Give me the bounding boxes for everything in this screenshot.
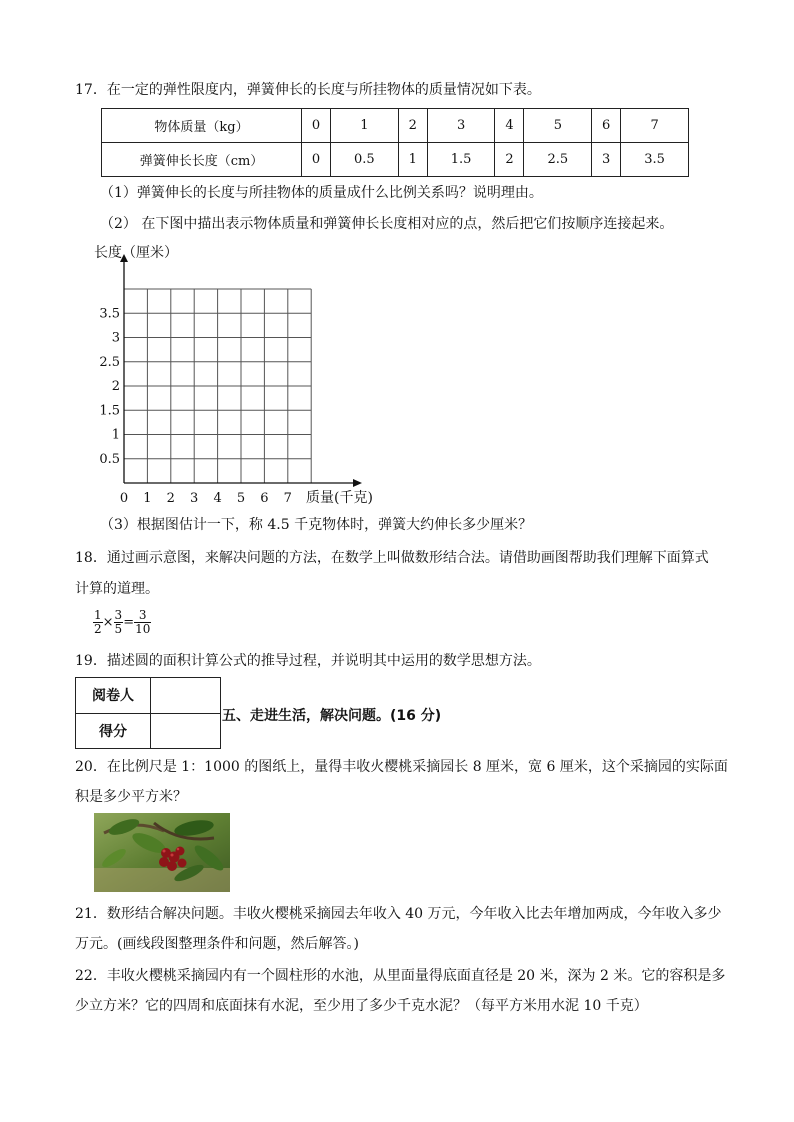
- y-tick-label: 0.5: [99, 451, 120, 467]
- q17-sub3: （3）根据图估计一下，称 4.5 千克物体时，弹簧大约伸长多少厘米？: [100, 517, 533, 533]
- q19-text: 19．描述圆的面积计算公式的推导过程，并说明其中运用的数学思想方法。: [75, 653, 541, 669]
- times-sign: ×: [102, 615, 114, 630]
- fraction: [114, 609, 124, 636]
- y-axis-label: 长度（厘米）: [94, 245, 178, 261]
- x-tick-label: 0: [119, 491, 129, 506]
- spring-grid-chart[interactable]: [80, 238, 410, 510]
- reviewer-label: 阅卷人: [76, 678, 151, 714]
- table-row: [102, 109, 689, 143]
- mass-length-table: [101, 108, 689, 177]
- table-cell: 6: [592, 109, 621, 143]
- table-row: [76, 678, 221, 714]
- y-tick-label: 2.5: [99, 354, 120, 370]
- table-cell: 0.5: [330, 143, 398, 177]
- table-row-label: 物体质量（kg）: [102, 109, 302, 143]
- table-cell: 1: [398, 143, 427, 177]
- y-tick-label: 2: [111, 379, 120, 394]
- denominator: 10: [135, 622, 151, 636]
- x-axis-arrow-icon: [353, 479, 362, 487]
- fraction-formula: [93, 609, 151, 636]
- table-cell: 3: [592, 143, 621, 177]
- q17-sub1: （1）弹簧伸长的长度与所挂物体的质量成什么比例关系吗？说明理由。: [100, 185, 543, 201]
- table-cell: 5: [524, 109, 592, 143]
- q17-stem: 17．在一定的弹性限度内，弹簧伸长的长度与所挂物体的质量情况如下表。: [75, 82, 541, 98]
- table-cell: 4: [495, 109, 524, 143]
- table-cell: 2.5: [524, 143, 592, 177]
- q18-line2: 计算的道理。: [75, 581, 159, 597]
- equals-sign: =: [123, 615, 135, 630]
- x-tick-label: 7: [283, 491, 292, 506]
- reviewer-blank[interactable]: [151, 678, 221, 714]
- table-cell: 2: [495, 143, 524, 177]
- q17-sub2: （2） 在下图中描出表示物体质量和弹簧伸长长度相对应的点，然后把它们按顺序连接起来。: [100, 216, 674, 232]
- table-row: [76, 713, 221, 749]
- table-cell: 7: [621, 109, 689, 143]
- q22-line2: 少立方米？它的四周和底面抹有水泥，至少用了多少千克水泥？（每平方米用水泥 10 千克）: [75, 998, 648, 1014]
- y-tick-label: 1.5: [99, 403, 120, 419]
- cherry-tree-photo: [94, 813, 230, 892]
- x-tick-label: 6: [260, 491, 269, 506]
- q21-line2: 万元。(画线段图整理条件和问题，然后解答。): [75, 936, 359, 952]
- table-cell: 1.5: [427, 143, 495, 177]
- y-tick-label: 3.5: [99, 306, 120, 322]
- denominator: 2: [94, 622, 102, 636]
- y-tick-label: 3: [111, 330, 120, 346]
- table-cell: 3.5: [621, 143, 689, 177]
- x-tick-label: 3: [190, 491, 199, 506]
- table-row-label: 弹簧伸长长度（cm）: [102, 143, 302, 177]
- table-cell: 0: [302, 109, 331, 143]
- score-table: [75, 677, 221, 749]
- table-cell: 1: [330, 109, 398, 143]
- score-blank[interactable]: [151, 713, 221, 749]
- x-tick-label: 4: [213, 491, 222, 506]
- fraction: [93, 609, 103, 636]
- q22-line1: 22．丰收火樱桃采摘园内有一个圆柱形的水池，从里面量得底面直径是 20 米，深为 2 米。它的容积是多: [75, 968, 726, 984]
- section-five-heading: 五、走进生活，解决问题。(16 分): [222, 708, 442, 724]
- x-axis-label: 质量(千克): [306, 490, 373, 506]
- y-tick-label: 1: [111, 427, 120, 443]
- fraction: [134, 609, 151, 636]
- q20-line1: 20．在比例尺是 1：1000 的图纸上，量得丰收火樱桃采摘园长 8 厘米，宽 6 厘米，这个采摘园的实际面: [75, 759, 728, 775]
- numerator: 3: [114, 608, 123, 622]
- table-cell: 2: [398, 109, 427, 143]
- x-tick-label: 1: [143, 491, 152, 506]
- table-row: [102, 143, 689, 177]
- table-cell: 0: [302, 143, 331, 177]
- numerator: 1: [94, 608, 102, 622]
- table-cell: 3: [427, 109, 495, 143]
- numerator: 3: [134, 609, 151, 623]
- q20-line2: 积是多少平方米？: [75, 789, 187, 805]
- q18-line1: 18．通过画示意图，来解决问题的方法，在数学上叫做数形结合法。请借助画图帮助我们理解下面算式: [75, 550, 709, 566]
- x-tick-label: 2: [166, 491, 175, 506]
- denominator: 5: [114, 622, 123, 636]
- x-tick-label: 5: [236, 491, 246, 506]
- q21-line1: 21．数形结合解决问题。丰收火樱桃采摘园去年收入 40 万元，今年收入比去年增加两成，今年收入多少: [75, 906, 722, 922]
- score-label: 得分: [76, 713, 151, 749]
